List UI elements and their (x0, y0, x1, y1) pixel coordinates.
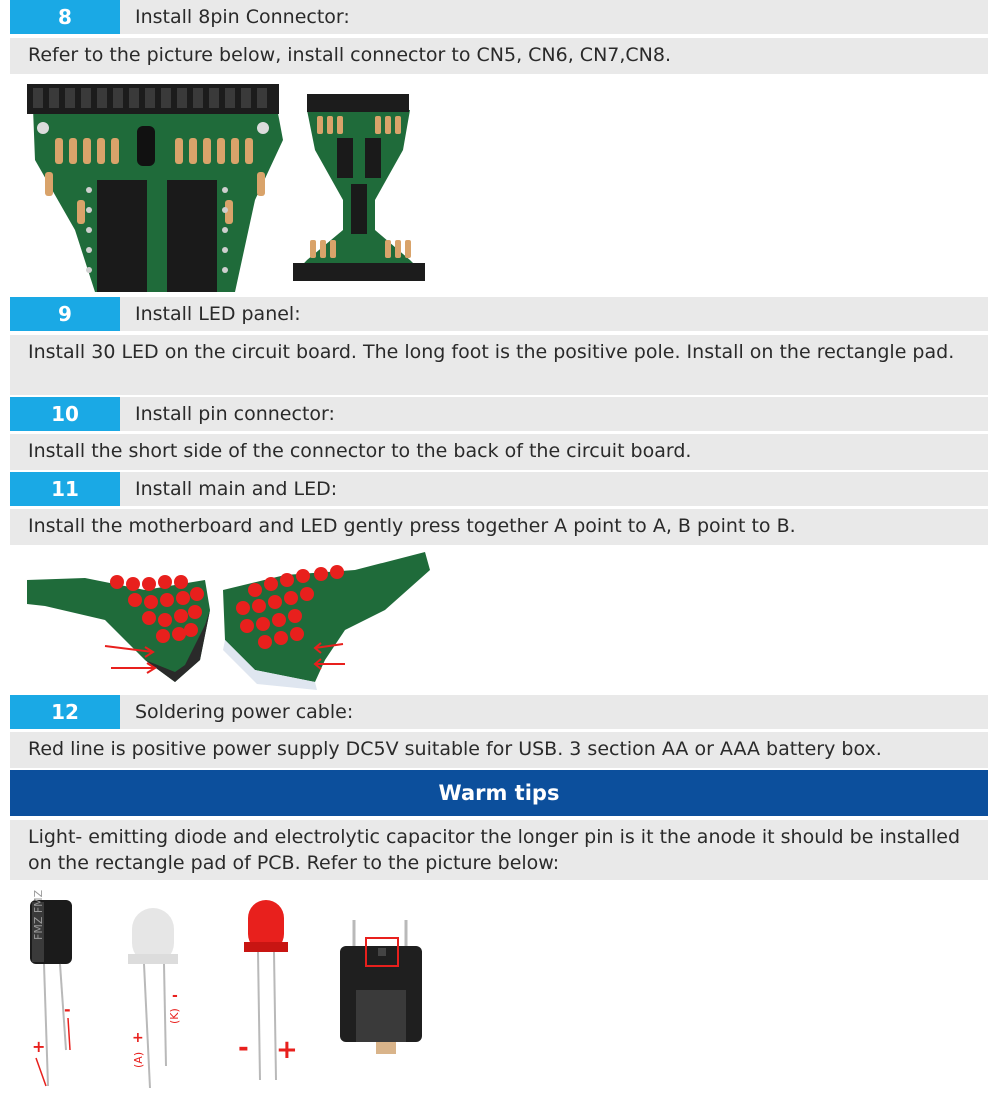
step-title: Install 8pin Connector: (120, 0, 988, 34)
step-11-header (10, 472, 988, 506)
led-plus-label: + (132, 1030, 144, 1046)
led-cathode-label: (K) (168, 1008, 181, 1024)
step-11-description: Install the motherboard and LED gently press together A point to A, B point to B. (10, 509, 988, 545)
cap-marking: FMZ FMZ (32, 890, 45, 940)
step-10-description: Install the short side of the connector to the back of the circuit board. (10, 434, 988, 470)
step-number: 8 (10, 0, 120, 34)
step-number: 9 (10, 297, 120, 331)
step-title: Install LED panel: (120, 297, 988, 331)
red-led-plus-label: + (276, 1035, 298, 1065)
step-number: 10 (10, 397, 120, 431)
step-title: Soldering power cable: (120, 695, 988, 729)
electrolytic-capacitor (30, 890, 72, 1086)
step-10-header (10, 397, 988, 431)
step-12-header (10, 695, 988, 729)
led-minus-label: - (172, 988, 178, 1004)
led-anode-label: (A) (132, 1051, 145, 1068)
connector-boards-photo (25, 80, 435, 292)
step-number: 11 (10, 472, 120, 506)
step-title: Install pin connector: (120, 397, 988, 431)
cap-plus-label: + (32, 1037, 46, 1056)
white-led (128, 908, 181, 1088)
push-switch (340, 920, 422, 1054)
step-number: 12 (10, 695, 120, 729)
step-8-description: Refer to the picture below, install connector to CN5, CN6, CN7,CN8. (10, 38, 988, 74)
warm-tips-header: Warm tips (10, 770, 988, 816)
led-assembly-photo (25, 550, 435, 690)
warm-tips-description: Light- emitting diode and electrolytic capacitor the longer pin is it the anode it should be installed on the rectangle pad of PCB. Refer to the picture below: (10, 820, 988, 880)
red-led (238, 900, 298, 1080)
step-title: Install main and LED: (120, 472, 988, 506)
red-led-minus-label: - (238, 1033, 249, 1063)
step-12-description: Red line is positive power supply DC5V suitable for USB. 3 section AA or AAA battery box. (10, 732, 988, 768)
step-9-description: Install 30 LED on the circuit board. The long foot is the positive pole. Install on the rectangle pad. (10, 335, 988, 395)
step-9-header (10, 297, 988, 331)
components-photo (20, 890, 440, 1100)
step-8-header (10, 0, 988, 34)
cap-minus-label: - (64, 1000, 71, 1019)
